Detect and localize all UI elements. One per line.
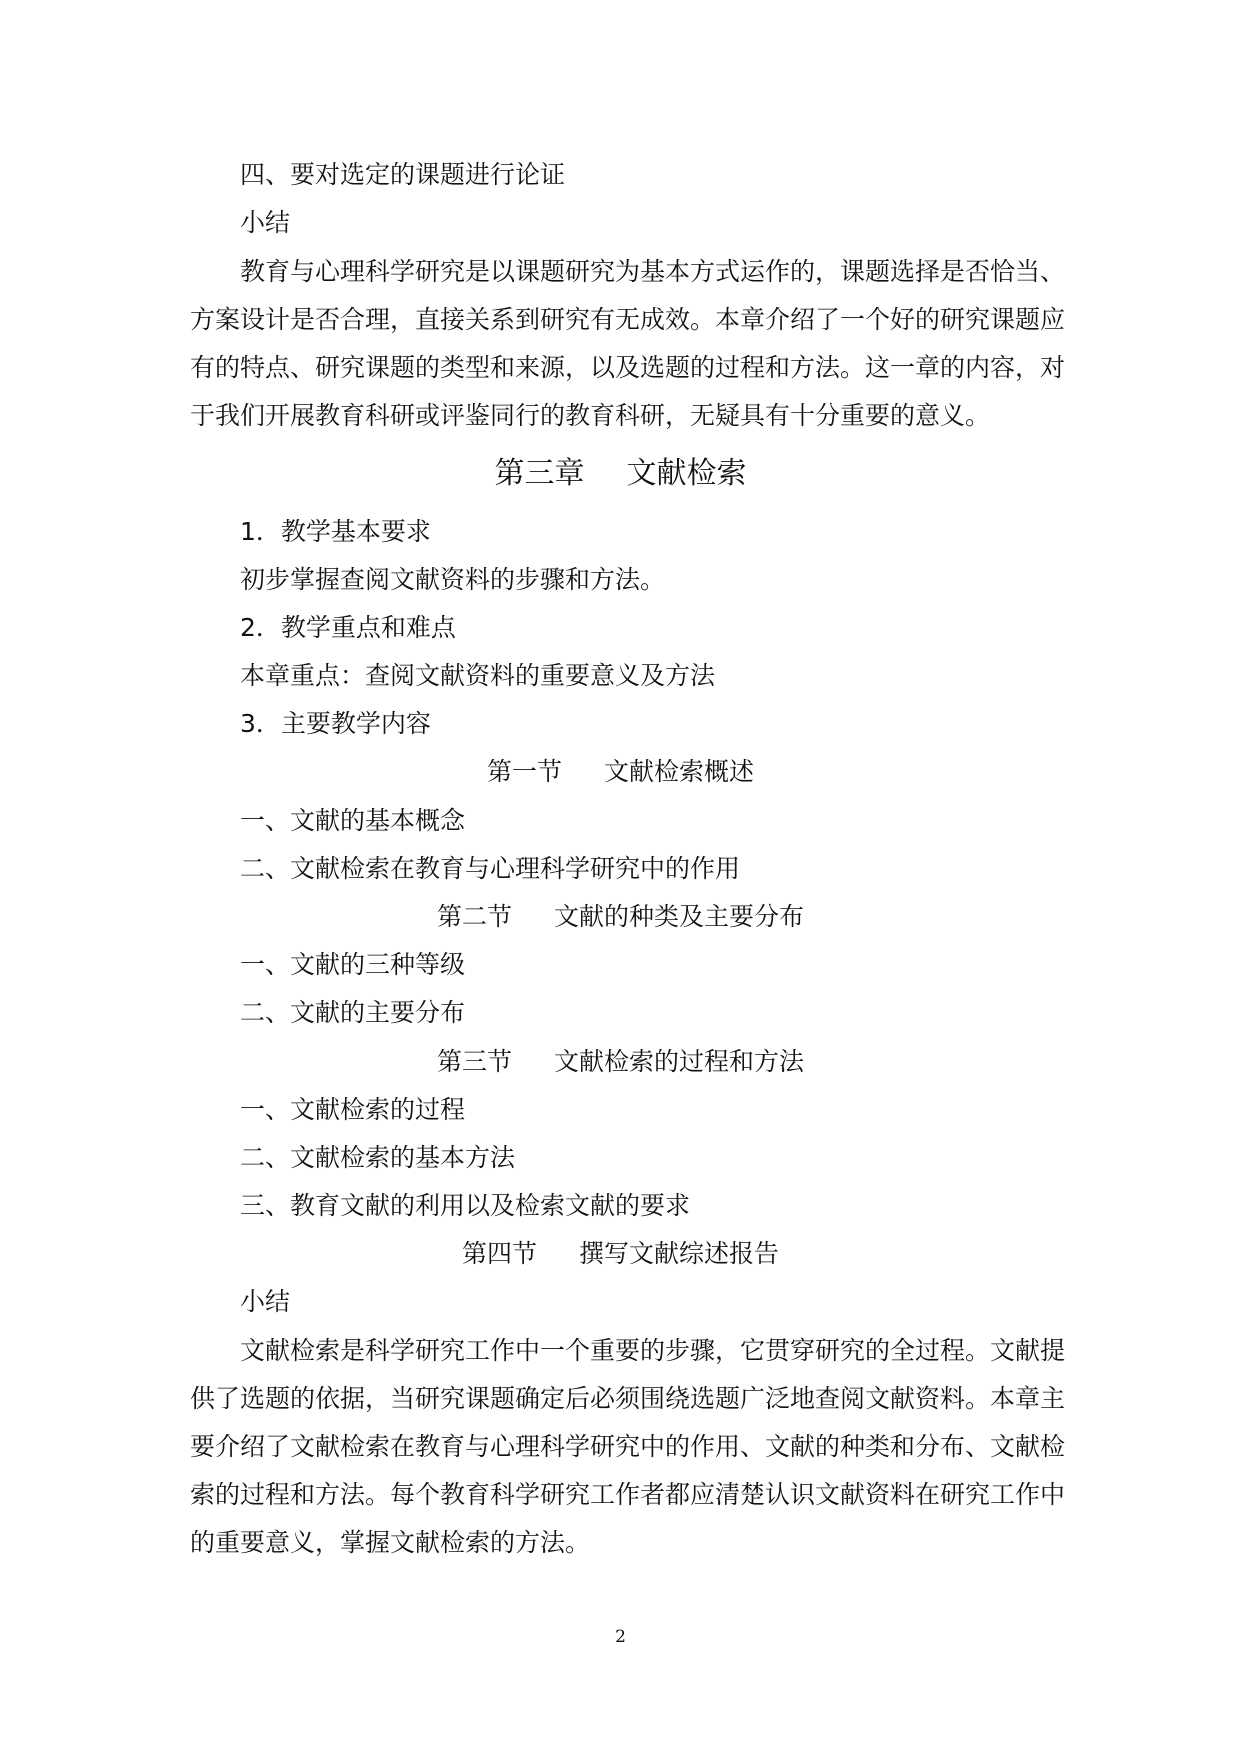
section-heading: 1．教学基本要求 — [240, 517, 431, 546]
paragraph-line: 于我们开展教育科研或评鉴同行的教育科研，无疑具有十分重要的意义。 — [190, 401, 991, 430]
list-item: 二、文献检索在教育与心理科学研究中的作用 — [240, 854, 741, 883]
paragraph-line: 本章重点：查阅文献资料的重要意义及方法 — [240, 661, 716, 690]
paragraph-line: 有的特点、研究课题的类型和来源，以及选题的过程和方法。这一章的内容，对 — [190, 353, 1066, 382]
paragraph-line: 方案设计是否合理，直接关系到研究有无成效。本章介绍了一个好的研究课题应 — [190, 305, 1066, 334]
section-heading: 3．主要教学内容 — [240, 709, 431, 738]
section-title — [0, 900, 1241, 934]
section-name: 撰写文献综述报告 — [579, 1239, 780, 1268]
list-item: 三、教育文献的利用以及检索文献的要求 — [240, 1191, 691, 1220]
list-item: 一、文献的基本概念 — [240, 806, 466, 835]
paragraph-line: 供了选题的依据，当研究课题确定后必须围绕选题广泛地查阅文献资料。本章主 — [190, 1384, 1066, 1413]
paragraph-line: 索的过程和方法。每个教育科学研究工作者都应清楚认识文献资料在研究工作中 — [190, 1480, 1066, 1509]
list-item: 四、要对选定的课题进行论证 — [240, 160, 566, 189]
paragraph-line: 的重要意义，掌握文献检索的方法。 — [190, 1528, 591, 1557]
chapter-name: 文献检索 — [626, 456, 747, 491]
list-item: 一、文献检索的过程 — [240, 1095, 466, 1124]
section-name: 文献的种类及主要分布 — [554, 902, 805, 931]
summary-heading: 小结 — [240, 1287, 291, 1316]
section-number: 第四节 — [461, 1239, 537, 1268]
section-name: 文献检索的过程和方法 — [554, 1047, 805, 1076]
section-number: 第一节 — [486, 757, 562, 786]
paragraph-line: 文献检索是科学研究工作中一个重要的步骤，它贯穿研究的全过程。文献提 — [240, 1336, 1066, 1365]
list-item: 二、文献的主要分布 — [240, 998, 466, 1027]
chapter-number: 第三章 — [494, 456, 585, 491]
section-heading: 2．教学重点和难点 — [240, 613, 456, 642]
list-item: 二、文献检索的基本方法 — [240, 1143, 516, 1172]
paragraph-line: 要介绍了文献检索在教育与心理科学研究中的作用、文献的种类和分布、文献检 — [190, 1432, 1066, 1461]
paragraph-line: 初步掌握查阅文献资料的步骤和方法。 — [240, 565, 666, 594]
page-number: 2 — [615, 1627, 626, 1647]
section-name: 文献检索概述 — [604, 757, 755, 786]
section-number: 第二节 — [436, 902, 512, 931]
summary-heading: 小结 — [240, 208, 291, 237]
list-item: 一、文献的三种等级 — [240, 950, 466, 979]
section-number: 第三节 — [436, 1047, 512, 1076]
paragraph-line: 教育与心理科学研究是以课题研究为基本方式运作的，课题选择是否恰当、 — [240, 257, 1066, 286]
section-title — [0, 1045, 1241, 1079]
section-title — [0, 1237, 1241, 1271]
section-title — [0, 755, 1241, 789]
chapter-title — [0, 454, 1241, 494]
